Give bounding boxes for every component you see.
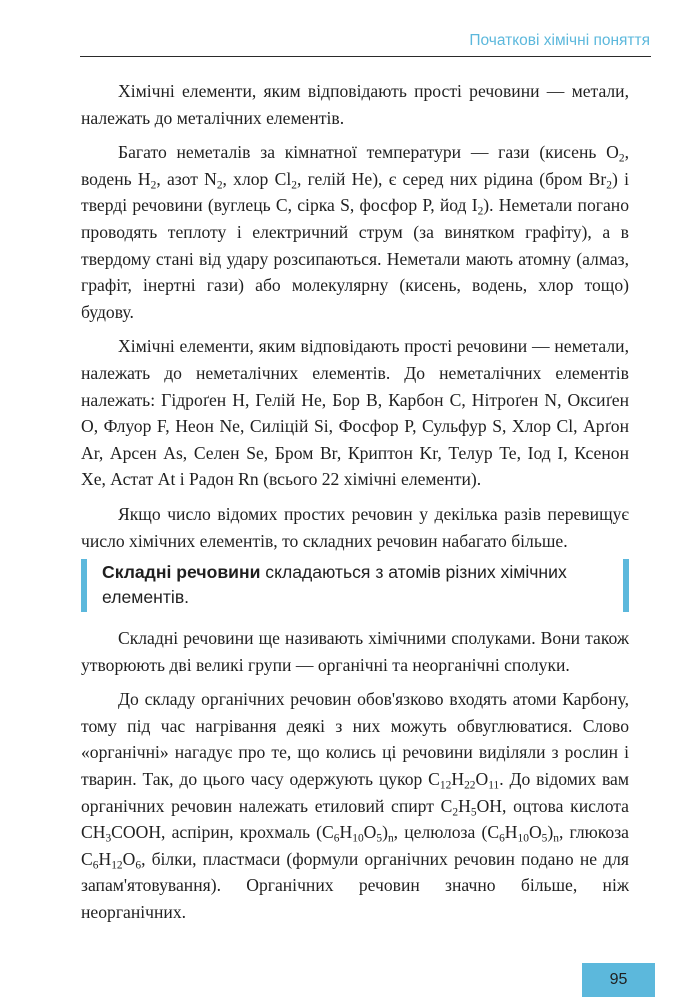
paragraph-nonmetal-properties: Багато неметалів за кімнатної температури — гази (кисень $O_2$, водень $H_2$, азот $N_2$, хлор $Cl_2$, гелій He), є серед них рідина (бром $Br_2$) і тверді речовини (вуглець C, сірка S, фосфор P, йод $I_2$). Неметали погано проводять теплоту і електричний струм (за винятком графіту), а в твердому стані від удару розсипаються. Неметали мають атомну (алмаз, графіт, інертні гази) або молекулярну (кисень, водень, хлор тощо) будову. bbox=[81, 142, 629, 322]
paragraph-metals: Хімічні елементи, яким відповідають прості речовини — метали, належать до металічних елементів. bbox=[81, 81, 629, 128]
running-header-title: Початкові хімічні поняття bbox=[469, 32, 650, 49]
paragraph-nonmetal-elements: Хімічні елементи, яким відповідають прості речовини — неметали, належать до неметалічних елементів. До неметалічних елементів належать: Гідроґен H, Гелій He, Бор B, Карбон C, Нітроґен N, Оксиґен O, Флуор F, Неон Ne, Силіцій Si, Фосфор P, Сульфур S, Хлор Cl, Арґон Ar, Арсен As, Селен Se, Бром Br, Криптон Kr, Телур Te, Іод I, Ксенон Xe, Астат At і Радон Rn (всього 22 хімічні елементи). bbox=[81, 336, 629, 490]
paragraph-organic: До складу органічних речовин обов'язково входять атоми Карбону, тому під час нагрівання деякі з них можуть обвуглюватися. Слово «органічні» нагадує про те, що колись ці речовини виділяли з рослин і тварин. Так, до цього часу одержують цукор $C_{12}H_{22}O_{11}$. До відомих вам органічних речовин належать етиловий спирт $C_2H_5OH$, оцтова кислота $CH_3COOH$, аспірин, крохмаль $(C_6H_{10}O_5)_n$, целюлоза $(C_6H_{10}O_5)_n$, глюкоза $C_6H_{12}O_6$, білки, пластмаси (формули органічних речовин подано не для запам'ятовування). Органічних речовин значно більше, ніж неорганічних. bbox=[81, 689, 629, 922]
definition-box bbox=[81, 559, 629, 612]
paragraph-complex-count: Якщо число відомих простих речовин у декілька разів перевищує число хімічних елементів, то складних речовин набагато більше. bbox=[81, 503, 629, 551]
header-divider bbox=[80, 56, 651, 57]
page-number: 95 bbox=[582, 963, 655, 997]
text-block-top bbox=[81, 78, 629, 554]
definition-term: Складні речовини bbox=[102, 562, 261, 582]
paragraph-compounds: Складні речовини ще називають хімічними сполуками. Вони також утворюють дві великі групи — органічні та неорганічні сполуки. bbox=[81, 628, 629, 675]
text-block-bottom bbox=[81, 625, 629, 926]
definition-text: складаються з атомів різних хімічних елементів. bbox=[102, 562, 567, 607]
